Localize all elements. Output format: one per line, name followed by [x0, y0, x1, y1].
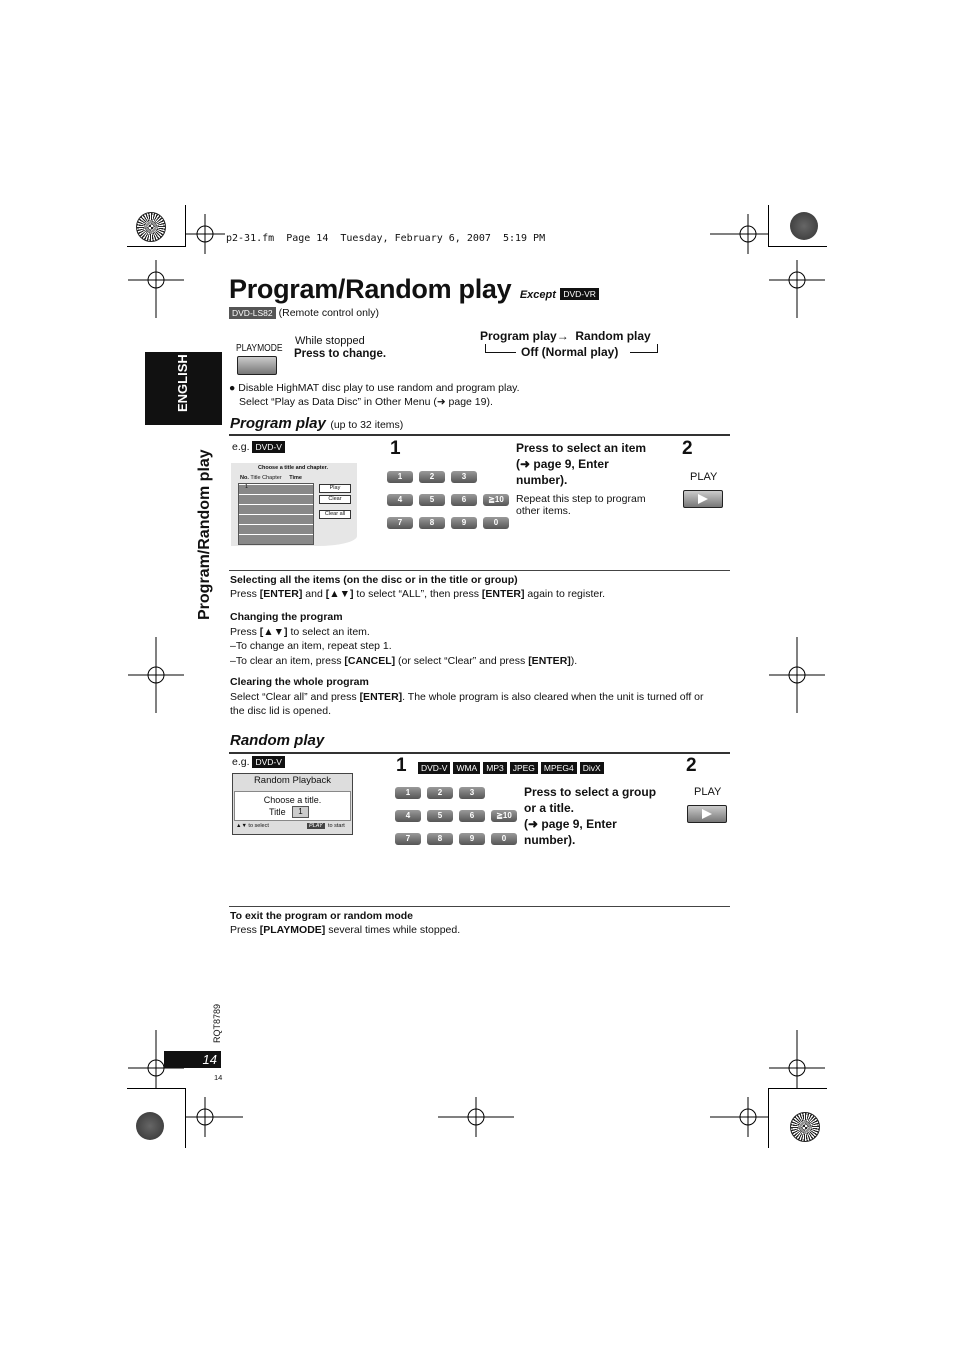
program-heading-note: (up to 32 items) [330, 419, 404, 431]
footer-page-box: 14 [164, 1051, 221, 1068]
random-tag-dvd-v: DVD-V [418, 762, 450, 774]
program-step1-text [516, 440, 646, 488]
program-heading: Program play [230, 415, 326, 432]
program-screen-btn-play: Play [319, 484, 351, 493]
random-screen-footer-left: ▲▼ to select [236, 823, 269, 829]
title-tag-dvd-vr: DVD-VR [560, 288, 599, 300]
sa-k1: [ENTER] [259, 588, 303, 600]
sa-k3: [ENTER] [481, 588, 525, 600]
sa-p3: to select “ALL”, then press [353, 588, 482, 600]
program-step1-sub2: other items. [516, 505, 571, 517]
program-heading-row [230, 415, 403, 433]
program-step2-number: 2 [682, 438, 693, 459]
changing-line-1 [230, 625, 730, 640]
changing-block [230, 610, 730, 668]
ex-k1: [PLAYMODE] [259, 924, 326, 936]
random-screen-footer-right: to start [328, 823, 345, 829]
random-step-line4: number). [524, 833, 576, 847]
program-step1-sub1: Repeat this step to program [516, 493, 646, 505]
key-7: 7 [387, 517, 413, 529]
side-tab-divider [222, 352, 223, 627]
col-chapter: Chapter [262, 475, 282, 481]
program-screen-table [238, 483, 314, 545]
cycle-return-arrow-right [630, 344, 658, 353]
program-step1-line3: number). [516, 473, 568, 487]
clearing-line-1 [230, 690, 735, 705]
cl-l1b: . The whole program is also cleared when the unit is turned off or [402, 690, 704, 703]
side-tab-section: Program/Random play [196, 449, 213, 620]
program-eg-label: e.g. [232, 441, 250, 453]
ex-p2: several times while stopped. [325, 924, 461, 936]
rkey-0: 0 [491, 833, 517, 845]
sa-p2: and [302, 588, 326, 600]
footer-page-small: 14 [214, 1073, 223, 1082]
playmode-button [237, 356, 277, 375]
rkey-10plus: ≧10 [491, 810, 517, 822]
model-note: (Remote control only) [278, 307, 380, 319]
rkey-2: 2 [427, 787, 453, 799]
exit-text [230, 923, 460, 937]
ch-l3a: –To clear an item, press [230, 654, 345, 667]
program-screen [231, 463, 357, 546]
random-eg-tag: DVD-V [252, 756, 284, 768]
random-screen-title: Random Playback [253, 775, 332, 786]
col-title: Title [250, 475, 261, 481]
random-play-label: PLAY [694, 786, 722, 798]
program-step1-line1: Press to select an item [516, 441, 647, 455]
random-tag-mp3: MP3 [483, 762, 506, 774]
ch-l1a: Press [230, 625, 260, 638]
col-no: No. [240, 475, 249, 481]
footer-code: RQT8789 [212, 1003, 222, 1043]
random-step1-number: 1 [396, 755, 407, 776]
key-2: 2 [419, 471, 445, 483]
side-tab-language-label: ENGLISH [175, 354, 190, 412]
changing-heading: Changing the program [230, 611, 343, 623]
while-stopped: While stopped [295, 335, 365, 347]
cl-l1k: [ENTER] [359, 690, 403, 703]
model-row [229, 307, 379, 319]
clearing-block [230, 675, 735, 719]
ch-l3b: (or select “Clear” and press [395, 654, 529, 667]
sa-k2: [▲▼] [325, 588, 354, 600]
press-to-change: Press to change. [294, 348, 387, 360]
exit-heading: To exit the program or random mode [230, 910, 413, 922]
random-tag-jpeg: JPEG [510, 762, 538, 774]
note-line-2: Select “Play as Data Disc” in Other Menu (➜ page 19). [239, 396, 493, 408]
selecting-all-heading: Selecting all the items (on the disc or in the title or group) [230, 574, 518, 586]
program-step1-subtext [516, 493, 646, 517]
sa-p4: again to register. [524, 588, 606, 600]
key-5: 5 [419, 494, 445, 506]
ch-l1k: [▲▼] [259, 625, 288, 638]
cycle-line-2: Off (Normal play) [521, 345, 619, 359]
random-heading-rule [229, 752, 730, 754]
key-1: 1 [387, 471, 413, 483]
program-play-label: PLAY [690, 471, 718, 483]
ch-l3k: [CANCEL] [344, 654, 396, 667]
changing-line-3 [230, 654, 730, 669]
random-step-line1: Press to select a group [524, 785, 657, 799]
random-play-button-icon [687, 805, 727, 823]
rkey-4: 4 [395, 810, 421, 822]
page-title-row [229, 274, 602, 305]
key-6: 6 [451, 494, 477, 506]
program-eg [232, 441, 288, 453]
model-tag: DVD-LS82 [229, 307, 276, 319]
random-step2-number: 2 [686, 755, 697, 776]
program-heading-rule [229, 434, 730, 436]
random-screen [232, 773, 353, 835]
sa-p1: Press [230, 588, 260, 600]
program-bottom-rule [229, 570, 730, 571]
ch-l1b: to select an item. [287, 625, 370, 638]
rkey-3: 3 [459, 787, 485, 799]
rkey-1: 1 [395, 787, 421, 799]
rkey-8: 8 [427, 833, 453, 845]
program-screen-btn-clear-all: Clear all [319, 510, 351, 519]
program-step1-line2: (➜ page 9, Enter [516, 457, 609, 471]
ex-p1: Press [230, 924, 260, 936]
file-header-line: p2-31.fm Page 14 Tuesday, February 6, 2007 5:19 PM [226, 233, 546, 244]
selecting-all-block [230, 573, 730, 601]
ch-l3k2: [ENTER] [528, 654, 571, 667]
program-screen-headers [240, 475, 302, 481]
random-screen-body [234, 791, 351, 821]
random-tag-wma: WMA [453, 762, 480, 774]
random-screen-title-label: Title [269, 807, 286, 817]
col-time: Time [289, 475, 302, 481]
random-step-line3: (➜ page 9, Enter [524, 817, 617, 831]
program-screen-row1-no: 1 [245, 484, 249, 490]
title-except: Except [519, 289, 556, 301]
side-tab-language [145, 352, 222, 425]
random-step-text [524, 784, 656, 848]
cycle-line-1: Program play→ Random play [480, 329, 651, 343]
page-title: Program/Random play [229, 274, 512, 304]
note-line-1: Disable HighMAT disc play to use random and program play. [238, 382, 520, 394]
key-0: 0 [483, 517, 509, 529]
program-eg-tag: DVD-V [252, 441, 284, 453]
key-8: 8 [419, 517, 445, 529]
key-9: 9 [451, 517, 477, 529]
cycle-return-arrow-left [485, 344, 516, 353]
playmode-button-label: PLAYMODE [236, 343, 283, 354]
selecting-all-text [230, 587, 730, 601]
program-screen-btn-clear: Clear [319, 495, 351, 504]
random-eg [232, 756, 288, 768]
exit-rule [229, 906, 730, 907]
random-tag-mpeg4: MPEG4 [541, 762, 577, 774]
exit-block [230, 909, 460, 937]
random-screen-choose: Choose a title. [263, 795, 322, 805]
random-step-line2: or a title. [524, 801, 575, 815]
random-screen-footer-play: PLAY [309, 823, 323, 829]
note-bullet: ● Disable HighMAT disc play to use random and program play. [229, 382, 520, 394]
random-format-tags [418, 759, 607, 777]
key-10plus: ≧10 [483, 494, 509, 506]
key-3: 3 [451, 471, 477, 483]
cl-l1a: Select “Clear all” and press [230, 690, 360, 703]
changing-line-2: –To change an item, repeat step 1. [230, 640, 392, 652]
random-tag-divx: DivX [580, 762, 604, 774]
random-heading: Random play [230, 732, 325, 749]
ch-l3c: ). [570, 654, 578, 667]
rkey-7: 7 [395, 833, 421, 845]
program-step1-number: 1 [390, 438, 401, 459]
random-screen-title-value: 1 [292, 806, 309, 818]
rkey-5: 5 [427, 810, 453, 822]
clearing-line-2: the disc lid is opened. [230, 705, 331, 717]
program-play-button-icon [683, 490, 723, 508]
program-screen-caption: Choose a title and chapter. [258, 465, 328, 471]
random-eg-label: e.g. [232, 756, 250, 768]
rkey-9: 9 [459, 833, 485, 845]
key-4: 4 [387, 494, 413, 506]
clearing-heading: Clearing the whole program [230, 676, 369, 688]
rkey-6: 6 [459, 810, 485, 822]
